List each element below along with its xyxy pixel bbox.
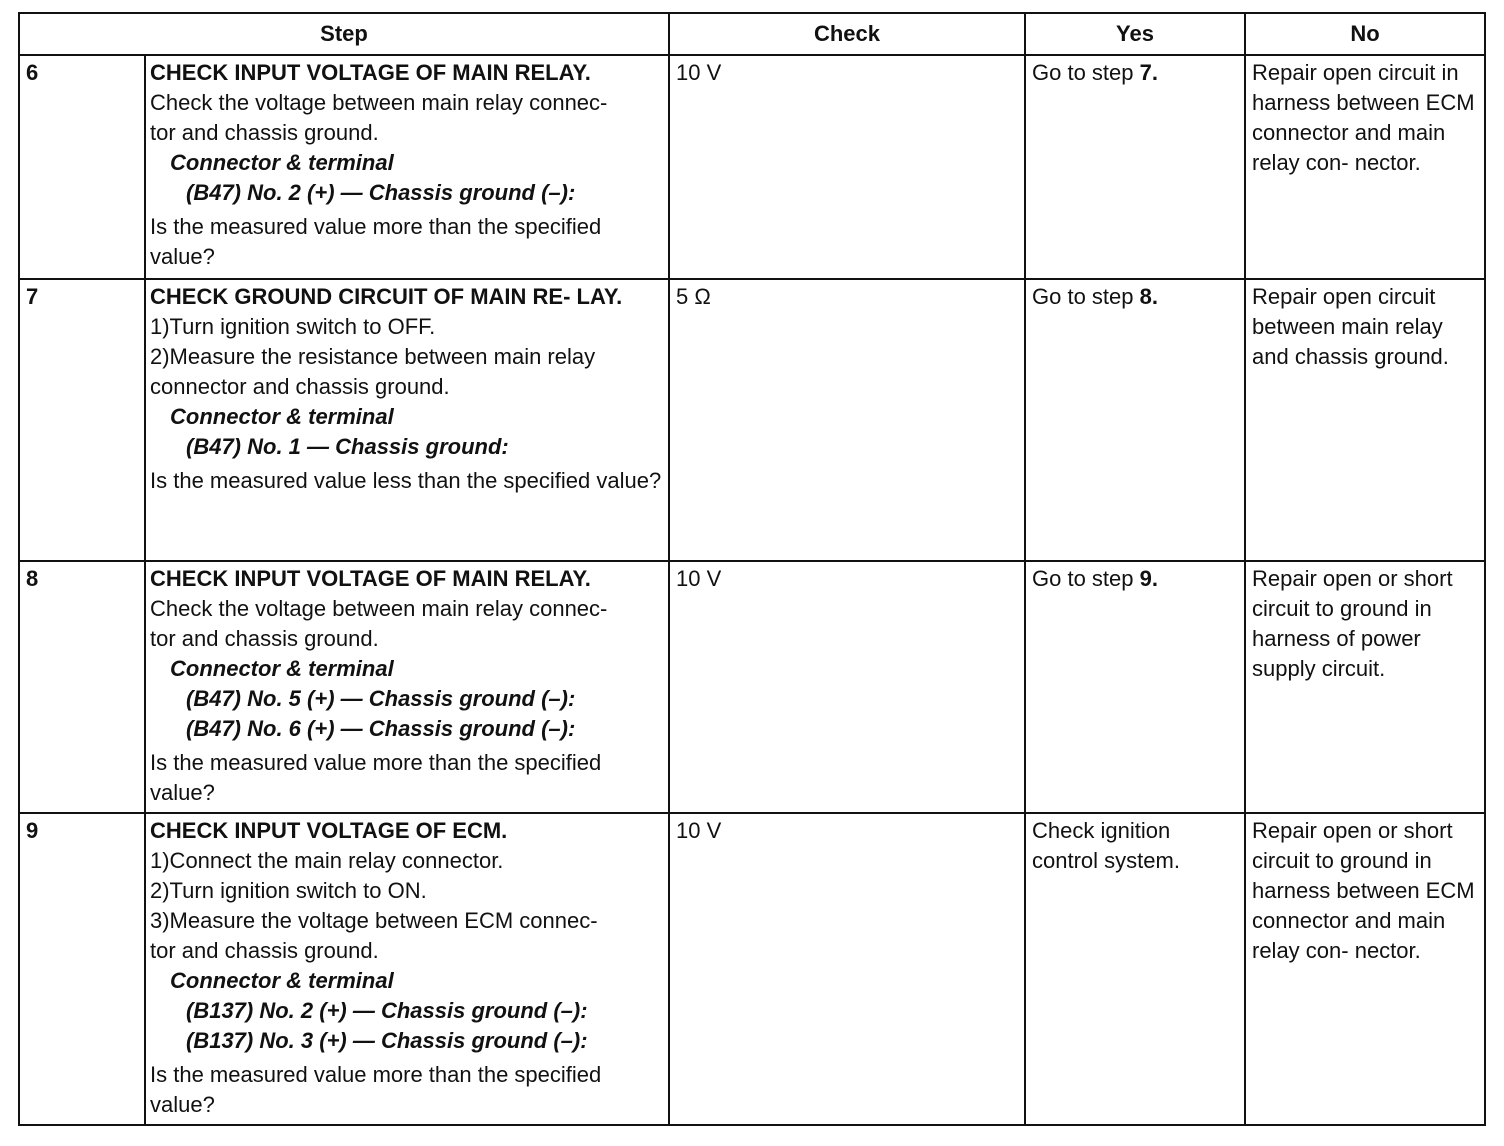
no-action: Repair open or short circuit to ground in harness of power supply circuit. [1252,566,1453,681]
yes-action: Go to step 9. [1032,566,1158,591]
table-row [19,279,1485,561]
check-value: 10 V [676,60,722,85]
step-description [146,56,668,276]
step-line: tor and chassis ground. [150,120,379,145]
step-number: 8 [26,566,39,591]
connector-heading: Connector & terminal [170,404,394,429]
step-description [146,280,668,500]
step-line: 1)Turn ignition switch to OFF. [150,314,436,339]
step-line: 3)Measure the voltage between ECM connec- [150,908,598,933]
step-description [146,814,668,1124]
step-title: CHECK INPUT VOLTAGE OF ECM. [150,818,508,843]
table-row [19,561,1485,813]
connector-heading: Connector & terminal [170,656,394,681]
connector-terminal: (B47) No. 2 (+) — Chassis ground (–): [186,180,576,205]
connector-terminal: (B47) No. 1 — Chassis ground: [186,434,509,459]
step-line: Check the voltage between main relay connec- [150,596,608,621]
header-no: No [1245,13,1485,55]
header-step: Step [19,13,669,55]
step-line: 1)Connect the main relay connector. [150,848,504,873]
header-yes: Yes [1025,13,1245,55]
step-line: Check the voltage between main relay connec- [150,90,608,115]
table-row [19,813,1485,1125]
yes-action: Go to step 8. [1032,284,1158,309]
step-title: CHECK INPUT VOLTAGE OF MAIN RELAY. [150,566,591,591]
no-action: Repair open circuit between main relay and chassis ground. [1252,284,1449,369]
step-description [146,562,668,812]
header-row [19,13,1485,55]
connector-heading: Connector & terminal [170,968,394,993]
header-check: Check [669,13,1025,55]
step-line: 2)Turn ignition switch to ON. [150,878,427,903]
check-value: 5 Ω [676,284,711,309]
yes-action: Go to step 7. [1032,60,1158,85]
no-action: Repair open circuit in harness between ECM connector and main relay con- nector. [1252,60,1475,175]
step-question: Is the measured value more than the specified value? [150,750,602,805]
yes-action: Check ignition control system. [1032,818,1180,873]
connector-terminal: (B47) No. 6 (+) — Chassis ground (–): [186,716,576,741]
step-number: 7 [26,284,39,309]
connector-terminal: (B47) No. 5 (+) — Chassis ground (–): [186,686,576,711]
step-number: 6 [26,60,39,85]
table-row [19,55,1485,279]
connector-terminal: (B137) No. 2 (+) — Chassis ground (–): [186,998,588,1023]
step-question: Is the measured value more than the specified value? [150,1062,602,1117]
connector-heading: Connector & terminal [170,150,394,175]
step-title: CHECK GROUND CIRCUIT OF MAIN RE- LAY. [150,284,623,309]
step-line: connector and chassis ground. [150,374,450,399]
step-line: tor and chassis ground. [150,938,379,963]
no-action: Repair open or short circuit to ground in harness between ECM connector and main relay con- nector. [1252,818,1475,963]
step-number: 9 [26,818,39,843]
connector-terminal: (B137) No. 3 (+) — Chassis ground (–): [186,1028,588,1053]
step-line: 2)Measure the resistance between main relay [150,344,596,369]
step-line: tor and chassis ground. [150,626,379,651]
step-title: CHECK INPUT VOLTAGE OF MAIN RELAY. [150,60,591,85]
step-question: Is the measured value more than the specified value? [150,214,602,269]
diagnostic-table [18,12,1486,1126]
step-question: Is the measured value less than the specified value? [150,468,662,493]
check-value: 10 V [676,818,722,843]
check-value: 10 V [676,566,722,591]
